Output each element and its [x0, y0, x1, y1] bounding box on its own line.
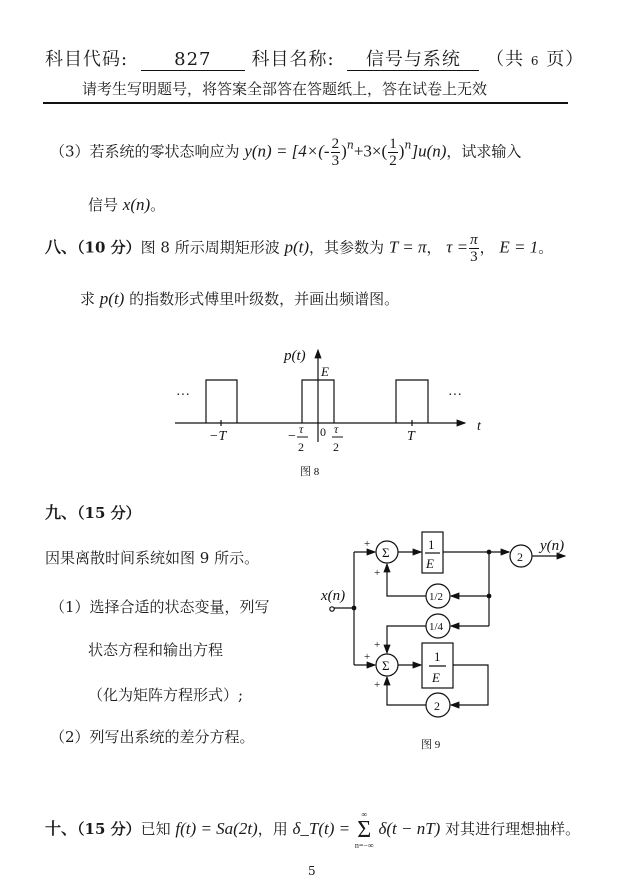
q9-part2: （2）列写出系统的差分方程。 [50, 728, 255, 746]
minus-sign: − [288, 429, 296, 444]
q9-heading [45, 500, 141, 523]
text: 求 [80, 290, 96, 308]
plus-sign: + [364, 538, 371, 550]
q9-part1-line3: （化为矩阵方程形式）; [88, 686, 244, 704]
gain-output-label: 2 [517, 550, 523, 564]
q9-part1-line1: （1）选择合适的状态变量，列写 [50, 598, 270, 616]
adder-1-sigma: Σ [382, 545, 390, 560]
text: 信号 [88, 196, 119, 214]
plus-sign: + [374, 639, 381, 651]
frac-den: 3 [331, 153, 340, 169]
question-points: （10 分） [77, 238, 141, 257]
q7-part3: （3）若系统的零状态响应为 y(n) = [4×(- $\frac{2}{3}$ )$^n$+3×( $\frac{1}{2}$ )$^n$]u(n)，试求输入 [50, 136, 522, 169]
frac-num: 1 [389, 136, 397, 152]
x-axis-label: t [477, 419, 481, 434]
delay-2-den: E [432, 670, 440, 685]
text: 的指数形式傅里叶级数，并画出频谱图。 [129, 290, 400, 308]
text: ， [426, 238, 442, 257]
text: 对其进行理想抽样。 [445, 820, 581, 838]
delay-1-num: 1 [428, 537, 435, 552]
math-T: T = π [388, 237, 427, 257]
exponent: n [404, 138, 412, 152]
output-label: y(n) [540, 538, 565, 554]
two-den-right: 2 [333, 440, 339, 454]
ellipsis-right: ··· [448, 388, 462, 403]
frac-num: π [470, 232, 478, 248]
q7-part3-tail: ，试求输入 [446, 142, 522, 161]
subject-name-value: 信号与系统 [347, 50, 479, 71]
delay-2-num: 1 [434, 649, 441, 664]
frac-den: 3 [470, 249, 478, 265]
two-den-left: 2 [298, 440, 304, 454]
question-number: 八、 [45, 237, 78, 257]
figure-8-caption: 图 8 [300, 466, 320, 478]
text: 图 8 所示周期矩形波 [140, 238, 280, 257]
question-points: （15 分） [77, 820, 141, 838]
y-axis-label: p(t) [284, 348, 306, 364]
question-number: 十、 [45, 819, 78, 838]
page-count-value: 6 [530, 54, 540, 68]
delay-1-den: E [426, 556, 434, 571]
q9-part1-line2: 状态方程和输出方程 [88, 641, 224, 659]
tick-label-neg-T: −T [209, 429, 227, 444]
text: ，用 [257, 820, 288, 838]
page-count-prefix: （共 [486, 49, 525, 70]
math-f: f(t) = Sa(2t) [175, 819, 258, 838]
gain-half-label: 1/2 [429, 591, 444, 603]
tick-label-T: T [407, 429, 415, 444]
ellipsis-left: ··· [176, 388, 190, 403]
text: ，其参数为 [309, 238, 385, 257]
formula-mid: +3×( [353, 141, 388, 161]
text: 。 [538, 238, 554, 257]
exam-notice: 请考生写明题号，将答案全部答在答题纸上，答在试卷上无效 [82, 80, 488, 98]
adder-2-sigma: Σ [382, 658, 390, 673]
figure-8-labels [176, 348, 482, 478]
plus-sign: + [374, 679, 381, 691]
amplitude-label: E [321, 364, 329, 379]
math-var: x(n) [122, 195, 151, 214]
q10-heading [45, 810, 580, 850]
math-summand: δ(t − nT) [378, 819, 441, 838]
tau-num-left: τ [299, 422, 304, 436]
page-count-suffix: 页） [546, 49, 585, 70]
pulse-neg-T [206, 380, 237, 423]
figure-9-caption: 图 9 [421, 739, 441, 751]
subject-code-label: 科目代码: [45, 49, 129, 70]
math-E: E = 1 [499, 237, 539, 257]
input-terminal [330, 607, 334, 611]
pulse-T [396, 380, 428, 423]
math-var: p(t) [99, 289, 125, 308]
text: ， [479, 238, 495, 257]
q7-part3-label: （3）若系统的零状态响应为 [50, 142, 240, 161]
math-var: p(t) [284, 237, 310, 257]
plus-sign: + [374, 567, 381, 579]
formula-rhs: ]u(n) [411, 141, 447, 161]
input-label: x(n) [321, 588, 346, 604]
exponent: n [346, 138, 354, 152]
formula-lhs: y(n) = [4×(- [244, 141, 330, 161]
figure-9 [330, 532, 565, 717]
gain-two-label: 2 [434, 699, 440, 713]
plus-sign: + [364, 651, 371, 663]
frac-num: 2 [331, 136, 340, 152]
question-number: 九、 [45, 503, 78, 522]
tick-label-zero: 0 [320, 425, 326, 439]
tau-num-right: τ [334, 422, 339, 436]
sum-sign: Σ [357, 817, 372, 843]
text: 。 [150, 196, 166, 214]
summation [355, 810, 374, 850]
text: 已知 [140, 820, 171, 838]
figure-9-labels [320, 537, 564, 751]
q9-intro: 因果离散时间系统如图 9 所示。 [45, 549, 260, 567]
sum-upper: ∞ [361, 810, 368, 819]
page-number: 5 [308, 864, 316, 878]
question-points: （15 分） [77, 504, 141, 522]
sum-lower: n=−∞ [354, 841, 374, 850]
math-tau: τ = [446, 237, 469, 257]
math-delta: δ_T(t) = [292, 819, 351, 838]
gain-quarter-label: 1/4 [429, 621, 444, 633]
subject-code-value: 827 [141, 50, 245, 71]
frac-den: 2 [389, 153, 397, 169]
subject-name-label: 科目名称: [251, 49, 335, 70]
